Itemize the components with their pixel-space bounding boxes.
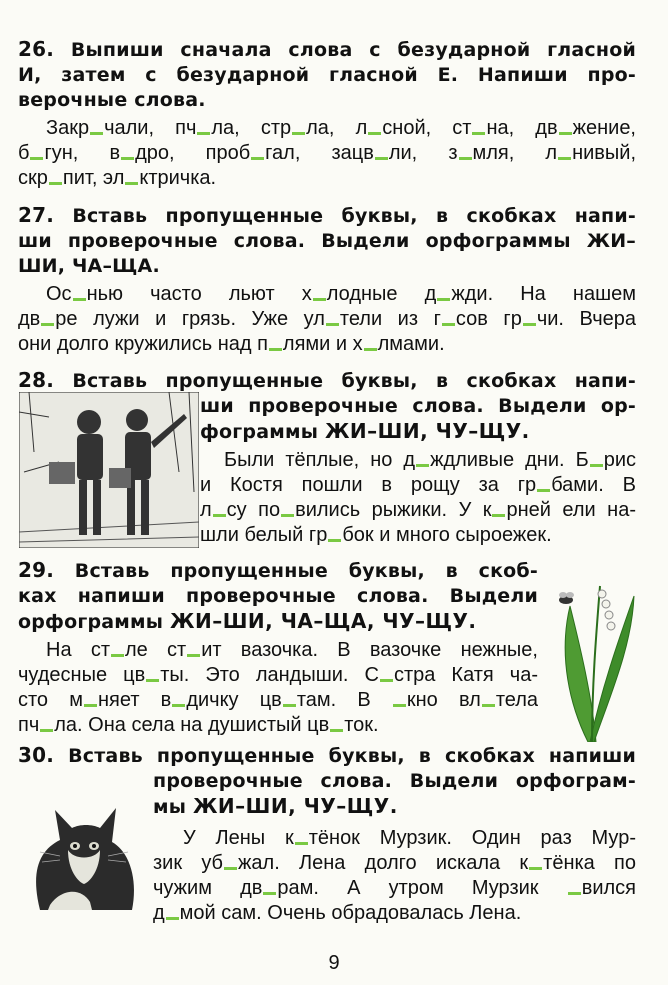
text-fragment: чи. Вчера	[536, 308, 636, 330]
text-fragment: пит, эл	[62, 167, 125, 189]
missing-letter-blank	[84, 704, 97, 707]
kitten-illustration	[20, 790, 150, 912]
text-29	[18, 638, 538, 738]
text-line	[153, 901, 636, 926]
text-fragment: ток.	[344, 714, 379, 736]
text-fragment: нивый,	[572, 142, 637, 164]
task-30: 30. Вставь пропущенные буквы, в скобках напиши проверочные слова. Выдели орфограм- мы ЖИ–ШИ, ЧУ–ЩУ.	[18, 743, 636, 818]
orthogram-list: ЖИ–ШИ, ЧА–ЩА, ЧУ–ЩУ.	[169, 609, 477, 633]
exercise-26	[18, 37, 636, 191]
lily-of-the-valley-illustration	[540, 566, 644, 742]
missing-letter-blank	[492, 514, 505, 517]
missing-letter-blank	[49, 182, 62, 185]
missing-letter-blank	[437, 298, 450, 301]
missing-letter-blank	[41, 323, 54, 326]
exercise-number: 28.	[18, 368, 55, 392]
text-fragment: су по	[226, 499, 281, 521]
text-fragment: жал. Лена долго искала к	[238, 852, 529, 874]
text-fragment: ит вазочка. В вазочке нежные,	[201, 639, 538, 661]
text-fragment: мой сам. Очень обрадовалась Лена.	[179, 902, 522, 924]
text-fragment: ла, стр	[211, 117, 292, 139]
text-fragment: рней ели на-	[506, 499, 636, 521]
text-fragment: У Лены к	[183, 827, 294, 849]
text-fragment: лодные д	[326, 283, 437, 305]
text-fragment: ле ст	[124, 639, 187, 661]
text-fragment: чудесные цв	[18, 664, 146, 686]
missing-letter-blank	[146, 679, 159, 682]
missing-letter-blank	[121, 157, 134, 160]
text-line	[18, 141, 636, 166]
missing-letter-blank	[40, 729, 53, 732]
text-fragment: тели из г	[339, 308, 441, 330]
text-fragment: ла. Она села на душистый цв	[54, 714, 330, 736]
missing-letter-blank	[313, 298, 326, 301]
text-line	[200, 473, 636, 498]
missing-letter-blank	[213, 514, 226, 517]
exercise-number: 29.	[18, 558, 55, 582]
text-fragment: на, дв	[486, 117, 558, 139]
missing-letter-blank	[197, 132, 210, 135]
missing-letter-blank	[328, 539, 341, 542]
missing-letter-blank	[590, 464, 603, 467]
missing-letter-blank	[472, 132, 485, 135]
text-fragment: пч	[18, 714, 40, 736]
text-fragment: дичку цв	[186, 689, 282, 711]
task-26: 26. Выпиши сначала слова с безударной гласной И, затем с безударной гласной Е. Напиши про- верочные слова.	[18, 37, 636, 111]
text-fragment: жение,	[572, 117, 636, 139]
text-line	[153, 826, 636, 851]
missing-letter-blank	[568, 892, 581, 895]
text-fragment: ла, л	[306, 117, 368, 139]
missing-letter-blank	[269, 348, 282, 351]
missing-letter-blank	[73, 298, 86, 301]
text-fragment: тела	[495, 689, 539, 711]
missing-letter-blank	[166, 917, 179, 920]
text-27	[18, 282, 636, 357]
missing-letter-blank	[537, 489, 550, 492]
exercise-29	[18, 558, 538, 738]
text-fragment: чужим дв	[153, 877, 263, 899]
text-fragment: мля, л	[472, 142, 558, 164]
missing-letter-blank	[187, 654, 200, 657]
task-27: 27. Вставь пропущенные буквы, в скобках напи- ши проверочные слова. Выдели орфограммы ЖИ– ШИ, ЧА–ЩА.	[18, 203, 636, 277]
text-fragment: ктричка.	[139, 167, 217, 189]
text-fragment: лмами.	[377, 333, 445, 355]
missing-letter-blank	[523, 323, 536, 326]
text-line	[18, 638, 538, 663]
exercise-number: 27.	[18, 203, 55, 227]
text-fragment: сто м	[18, 689, 83, 711]
missing-letter-blank	[330, 729, 343, 732]
missing-letter-blank	[224, 867, 237, 870]
text-26	[18, 116, 636, 191]
text-line	[200, 448, 636, 473]
text-line	[18, 282, 636, 307]
text-fragment: тёнка по	[543, 852, 636, 874]
missing-letter-blank	[364, 348, 377, 351]
missing-letter-blank	[172, 704, 185, 707]
text-fragment: скр	[18, 167, 48, 189]
text-line	[18, 663, 538, 688]
missing-letter-blank	[30, 157, 43, 160]
text-fragment: вился	[581, 877, 636, 899]
missing-letter-blank	[90, 132, 103, 135]
text-fragment: л	[200, 499, 212, 521]
text-line	[200, 523, 636, 548]
page-number: 9	[328, 952, 340, 974]
missing-letter-blank	[251, 157, 264, 160]
exercise-number: 30.	[18, 743, 55, 767]
text-fragment: ждливые дни. Б	[430, 449, 589, 471]
text-fragment: шли белый гр	[200, 524, 328, 546]
orthogram-list: ЖИ–ШИ, ЧУ–ЩУ.	[192, 794, 398, 818]
missing-letter-blank	[393, 704, 406, 707]
text-fragment: чали, пч	[104, 117, 197, 139]
missing-letter-blank	[380, 679, 393, 682]
text-fragment: нью часто льют х	[86, 283, 312, 305]
task-28: 28. Вставь пропущенные буквы, в скобках напи- ши проверочные слова. Выдели ор- фограммы ЖИ–ШИ, ЧУ–ЩУ.	[18, 368, 636, 443]
text-fragment: д	[153, 902, 165, 924]
missing-letter-blank	[482, 704, 495, 707]
boys-in-forest-illustration	[19, 392, 199, 548]
text-fragment: дро, проб	[135, 142, 251, 164]
text-line	[153, 851, 636, 876]
text-fragment: лями и х	[282, 333, 363, 355]
text-fragment: сов гр	[455, 308, 522, 330]
text-line	[18, 332, 636, 357]
missing-letter-blank	[111, 654, 124, 657]
missing-letter-blank	[442, 323, 455, 326]
text-line	[18, 713, 538, 738]
text-line	[18, 166, 636, 191]
text-fragment: рис	[603, 449, 636, 471]
missing-letter-blank	[263, 892, 276, 895]
text-fragment: стра Катя ча-	[393, 664, 539, 686]
text-fragment: зик уб	[153, 852, 224, 874]
text-fragment: сной, ст	[382, 117, 472, 139]
text-fragment: няет в	[98, 689, 172, 711]
missing-letter-blank	[529, 867, 542, 870]
missing-letter-blank	[368, 132, 381, 135]
orthogram-list: ЖИ–ШИ, ЧУ–ЩУ.	[324, 419, 530, 443]
missing-letter-blank	[295, 842, 308, 845]
missing-letter-blank	[283, 704, 296, 707]
missing-letter-blank	[558, 157, 571, 160]
text-fragment: Ос	[46, 283, 72, 305]
text-fragment: б	[18, 142, 30, 164]
text-fragment: вились рыжики. У к	[295, 499, 492, 521]
task-29: 29. Вставь пропущенные буквы, в скоб- ках напиши проверочные слова. Выдели орфограммы ЖИ–ШИ, ЧА–ЩА, ЧУ–ЩУ.	[18, 558, 538, 633]
text-line	[153, 876, 636, 901]
text-line	[200, 498, 636, 523]
text-fragment: тёнок Мурзик. Один раз Мур-	[308, 827, 636, 849]
exercise-number: 26.	[18, 37, 55, 61]
missing-letter-blank	[125, 182, 138, 185]
exercise-27	[18, 203, 636, 357]
text-fragment: бами. В	[551, 474, 636, 496]
missing-letter-blank	[326, 323, 339, 326]
text-fragment: Закр	[46, 117, 90, 139]
text-fragment: гун, в	[44, 142, 121, 164]
text-fragment: кно вл	[406, 689, 481, 711]
missing-letter-blank	[459, 157, 472, 160]
missing-letter-blank	[416, 464, 429, 467]
missing-letter-blank	[559, 132, 572, 135]
text-fragment: гал, зацв	[265, 142, 374, 164]
text-line	[18, 116, 636, 141]
text-fragment: бок и много сыроежек.	[342, 524, 552, 546]
text-fragment: рам. А утром Мурзик	[277, 877, 567, 899]
text-fragment: жди. На нашем	[451, 283, 636, 305]
missing-letter-blank	[292, 132, 305, 135]
text-fragment: На ст	[46, 639, 110, 661]
text-fragment: Были тёплые, но д	[224, 449, 416, 471]
text-line	[18, 307, 636, 332]
text-fragment: дв	[18, 308, 41, 330]
missing-letter-blank	[375, 157, 388, 160]
missing-letter-blank	[281, 514, 294, 517]
text-fragment: ты. Это ландыши. С	[160, 664, 379, 686]
text-line	[18, 688, 538, 713]
text-fragment: ре лужи и грязь. Уже ул	[55, 308, 325, 330]
text-fragment: и Костя пошли в рощу за гр	[200, 474, 537, 496]
text-fragment: они долго кружились над п	[18, 333, 268, 355]
text-fragment: ли, з	[388, 142, 458, 164]
text-fragment: там. В	[296, 689, 392, 711]
